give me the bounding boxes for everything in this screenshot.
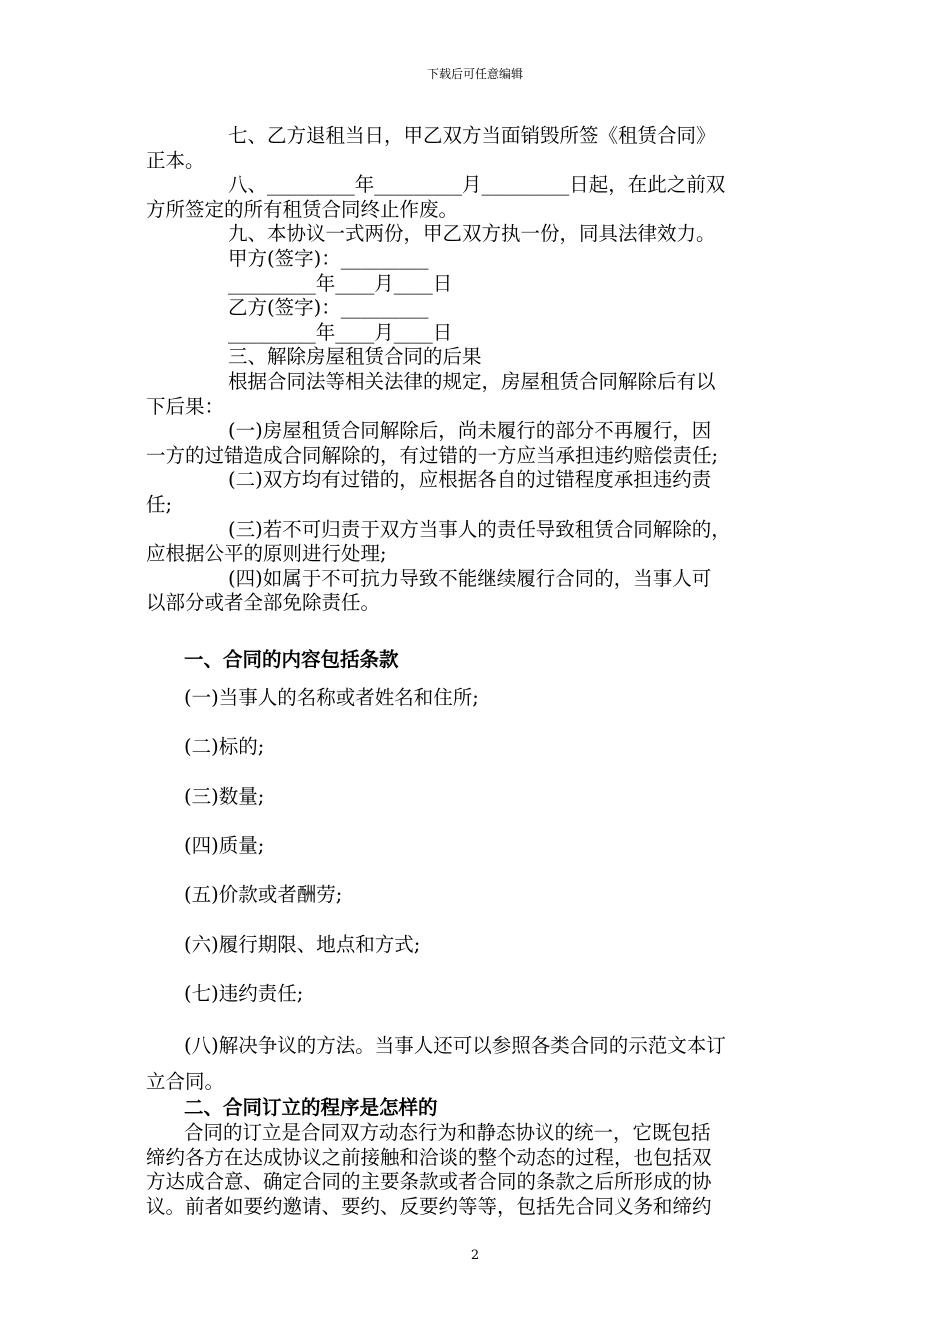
clause-7-line-2: 正本。 xyxy=(146,148,205,172)
contract-item-1: (一)当事人的名称或者姓名和住所; xyxy=(184,686,479,709)
contract-item-8: (八)解决争议的方法。当事人还可以参照各类合同的示范文本订 xyxy=(184,1034,726,1057)
consequence-1-line-2: 一方的过错造成合同解除的，有过错的一方应当承担违约赔偿责任; xyxy=(146,443,719,467)
consequence-intro-line-2: 下后果： xyxy=(146,394,225,418)
contract-item-2: (二)标的; xyxy=(184,735,265,758)
section-2-line-3: 方达成合意、确定合同的主要条款或者合同的条款之后所形成的协 xyxy=(146,1170,712,1194)
clause-7-line-1: 七、乙方退租当日，甲乙双方当面销毁所签《租赁合同》 xyxy=(228,124,716,147)
consequence-1-line-1: (一)房屋租赁合同解除后，尚未履行的部分不再履行，因 xyxy=(228,419,712,443)
section-2-line-4: 议。前者如要约邀请、要约、反要约等等，包括先合同义务和缔约 xyxy=(146,1194,712,1218)
consequence-2-line-2: 任; xyxy=(146,492,173,516)
party-b-signature: 乙方(签字)：_________ xyxy=(228,296,429,320)
party-a-signature: 甲方(签字)：_________ xyxy=(228,246,429,270)
contract-item-5: (五)价款或者酬劳; xyxy=(184,883,343,906)
section-2-line-1: 合同的订立是合同双方动态行为和静态协议的统一，它既包括 xyxy=(184,1121,711,1144)
clause-8-line-2: 方所签定的所有租赁合同终止作废。 xyxy=(146,197,459,221)
section-3-heading: 三、解除房屋租赁合同的后果 xyxy=(228,345,482,369)
party-b-date: _________年____月____日 xyxy=(228,320,453,344)
consequence-intro-line-1: 根据合同法等相关法律的规定，房屋租赁合同解除后有以 xyxy=(228,369,716,393)
clause-8-line-1: 八、_________年_________月_________日起，在此之前双 xyxy=(228,173,726,197)
consequence-3-line-2: 应根据公平的原则进行处理; xyxy=(146,542,387,566)
consequence-4-line-2: 以部分或者全部免除责任。 xyxy=(146,591,381,615)
party-a-date: _________年____月____日 xyxy=(228,271,453,295)
page-header: 下载后可任意编辑 xyxy=(426,67,523,81)
termination-clauses xyxy=(146,124,806,616)
section-2-body xyxy=(146,1121,806,1219)
section-2-line-2: 缔约各方在达成协议之前接触和洽谈的整个动态的过程，也包括双 xyxy=(146,1145,712,1169)
contract-item-3: (三)数量; xyxy=(184,785,265,808)
contract-item-6: (六)履行期限、地点和方式; xyxy=(184,933,421,956)
consequence-3-line-1: (三)若不可归责于双方当事人的责任导致租赁合同解除的， xyxy=(228,517,731,541)
page-number: 2 xyxy=(470,1248,480,1263)
section-1-heading: 一、合同的内容包括条款 xyxy=(184,648,399,671)
contract-item-7: (七)违约责任; xyxy=(184,982,304,1005)
contract-item-4: (四)质量; xyxy=(184,834,265,857)
clause-9: 九、本协议一式两份，甲乙双方执一份，同具法律效力。 xyxy=(228,222,716,246)
consequence-4-line-1: (四)如属于不可抗力导致不能继续履行合同的，当事人可 xyxy=(228,566,712,590)
section-2-heading: 二、合同订立的程序是怎样的 xyxy=(184,1096,438,1119)
contract-item-8-continuation: 立合同。 xyxy=(146,1070,225,1093)
consequence-2-line-1: (二)双方均有过错的，应根据各自的过错程度承担违约责 xyxy=(228,468,712,492)
